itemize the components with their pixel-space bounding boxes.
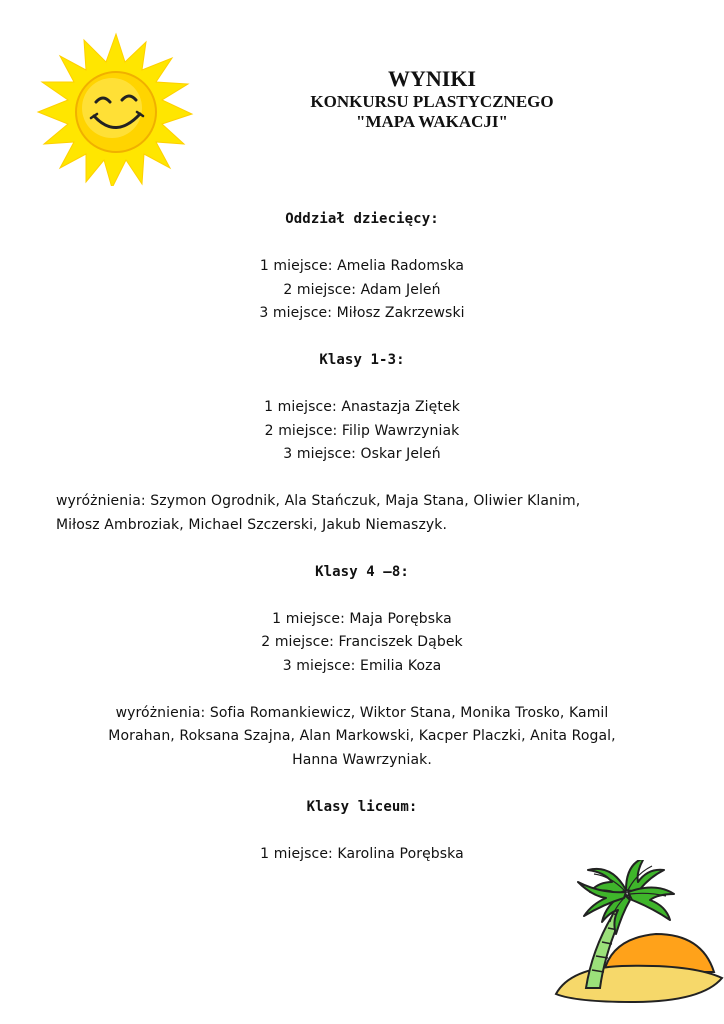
section-heading: Klasy 4 –8:: [315, 563, 409, 580]
smiling-sun-icon: [26, 30, 202, 186]
title-line-3: "MAPA WAKACJI": [356, 112, 508, 131]
section-heading: Oddział dziecięcy:: [285, 211, 439, 227]
place-1: 1 miejsce: Maja Porębska: [272, 610, 452, 627]
place-2: 2 miejsce: Filip Wawrzyniak: [264, 422, 460, 439]
place-3: 3 miejsce: Emilia Koza: [282, 657, 442, 674]
title-line-1: WYNIKI: [387, 66, 476, 91]
honors-line-1: wyróżnienia: Szymon Ogrodnik, Ala Stańczuk, Maja Stana, Oliwier Klanim,: [56, 493, 581, 509]
place-3: 3 miejsce: Oskar Jeleń: [283, 446, 441, 462]
section-heading: Klasy liceum:: [306, 798, 418, 815]
section-heading: Klasy 1-3:: [319, 352, 405, 368]
honors-line-3: Hanna Wawrzyniak.: [292, 751, 432, 768]
section-klasy-1-3: [56, 349, 662, 537]
place-1: 1 miejsce: Anastazja Ziętek: [264, 399, 460, 415]
place-2: 2 miejsce: Franciszek Dąbek: [261, 634, 463, 650]
place-2: 2 miejsce: Adam Jeleń: [283, 281, 441, 298]
title-line-2: KONKURSU PLASTYCZNEGO: [310, 91, 554, 111]
results-content: [56, 208, 662, 866]
honors-line-2: Miłosz Ambroziak, Michael Szczerski, Jakub Niemaszyk.: [56, 516, 448, 533]
section-liceum: [62, 796, 662, 867]
honorable-mentions: [56, 490, 668, 537]
palm-island-icon: [552, 860, 724, 1010]
document-title: [232, 66, 632, 132]
place-1: 1 miejsce: Amelia Radomska: [259, 258, 465, 274]
place-1: 1 miejsce: Karolina Porębska: [260, 845, 464, 862]
honorable-mentions: [62, 702, 662, 773]
place-3: 3 miejsce: Miłosz Zakrzewski: [259, 305, 465, 321]
section-klasy-4-8: [62, 561, 662, 773]
honors-line-2: Morahan, Roksana Szajna, Alan Markowski, Kacper Placzki, Anita Rogal,: [108, 728, 616, 744]
honors-line-1: wyróżnienia: Sofia Romankiewicz, Wiktor Stana, Monika Trosko, Kamil: [115, 704, 609, 721]
section-oddzial: [62, 208, 662, 326]
